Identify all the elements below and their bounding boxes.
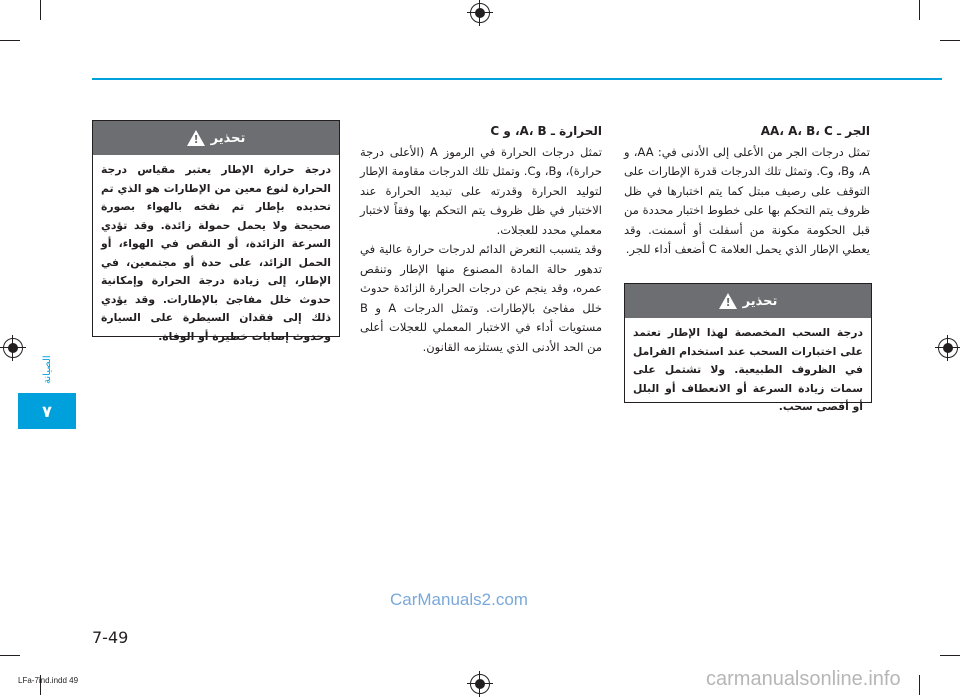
paragraph: تمثل درجات الجر من الأعلى إلى الأدنى في: AA، و A، وB، وC. وتمثل تلك الدرجات قدرة الإطارات على التوقف على رصيف مبتل كما يتم اختبارها في ظل ظروف يتم التحكم بها على خطوط اختبار محددة من قبل الحكومة مكونة من أسفلت أو أسمنت. وقد يعطي الإطار الذي يحمل العلامة C أضعف أداء للجر. bbox=[624, 144, 871, 256]
paragraph: وقد يتسبب التعرض الدائم لدرجات حرارة عالية في تدهور حالة المادة المصنوع منها الإطار وتنقص عمره، وقد ينجم عن درجات الحرارة الزائدة حدوث خلل مفاجئ بالإطارات. وتمثل الدرجات A و B مستويات أداء في الاختبار المعملي للعجلات أعلى من الحد الأدنى الذي يستلزمه القانون. bbox=[360, 242, 602, 354]
crop-mark bbox=[40, 0, 41, 20]
crop-mark bbox=[940, 40, 960, 41]
header-rule bbox=[92, 78, 942, 80]
chapter-number: ٧ bbox=[42, 401, 52, 421]
bottom-watermark: carmanualsonline.info bbox=[706, 668, 901, 690]
registration-mark-icon bbox=[3, 338, 23, 358]
warning-triangle-icon: ! bbox=[719, 293, 737, 309]
watermark-link[interactable]: CarManuals2.com bbox=[390, 590, 528, 609]
warning-box-traction bbox=[624, 283, 872, 413]
traction-section bbox=[624, 122, 870, 260]
warning-box-temperature bbox=[92, 120, 340, 343]
crop-mark bbox=[919, 0, 920, 20]
warning-triangle-icon: ! bbox=[187, 130, 205, 146]
temperature-section bbox=[360, 122, 602, 357]
crop-mark bbox=[940, 655, 960, 656]
warning-title: تحذير bbox=[210, 130, 246, 146]
section-heading: الجر ـ AA، A، B، C bbox=[760, 124, 870, 138]
registration-mark-icon bbox=[470, 674, 490, 694]
crop-mark bbox=[0, 40, 20, 41]
warning-header bbox=[625, 284, 871, 318]
section-label: الصيانة bbox=[42, 355, 53, 385]
page-number: 7-49 bbox=[92, 628, 129, 647]
crop-mark bbox=[0, 655, 20, 656]
paragraph: تمثل درجات الحرارة في الرموز A (الأعلى درجة حرارة)، وB، وC. وتمثل تلك الدرجات مقاومة الإطار لتوليد الحرارة وقدرته على تبديد الحرارة عند الاختبار في ظل ظروف يتم التحكم بها وفقاً لاختبار معملي محدد للعجلات. bbox=[360, 144, 602, 237]
warning-header bbox=[93, 121, 339, 155]
file-info: LFa-7ind.indd 49 bbox=[18, 676, 79, 685]
warning-body: درجة حرارة الإطار يعتبر مقياس درجة الحرارة لنوع معين من الإطارات هو الذي تم تحديده بإطار تم نفخه بالهواء بصورة صحيحة ولا يحمل حمولة زائدة. وقد تؤدي السرعة الزائدة، أو النقص في الهواء، أو الحمل الزائد، على حدة أو مجتمعين، في الإطار، إلى زيادة درجة الحرارة وإمكانية حدوث خلل مفاجئ بالإطارات. وقد يؤدي ذلك إلى فقدان السيطرة على السيارة وحدوث إصابات خطيرة أو الوفاة. bbox=[101, 163, 331, 343]
registration-mark-icon bbox=[470, 3, 490, 23]
crop-mark bbox=[919, 675, 920, 695]
registration-mark-icon bbox=[938, 338, 958, 358]
chapter-tab bbox=[18, 393, 76, 429]
warning-title: تحذير bbox=[742, 293, 778, 309]
section-heading: الحرارة ـ A، B، و C bbox=[490, 124, 602, 138]
warning-body: درجة السحب المخصصة لهذا الإطار تعتمد على اختبارات السحب عند استخدام الفرامل في الظروف الطبيعية. ولا تشتمل على سمات زيادة السرعة أو الانعطاف أو البلل أو أقصى سحب. bbox=[633, 326, 863, 413]
